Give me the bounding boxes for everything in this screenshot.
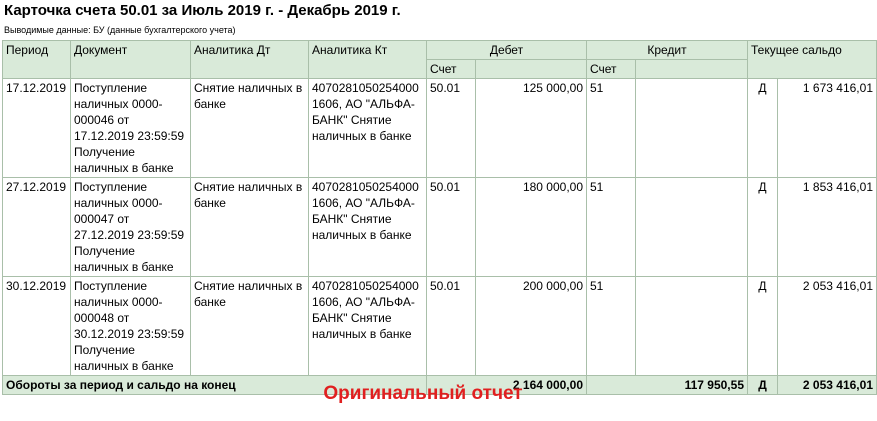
- cell-period: 27.12.2019: [3, 178, 71, 277]
- totals-balance-type: Д: [748, 376, 778, 395]
- report-title: Карточка счета 50.01 за Июль 2019 г. - Декабрь 2019 г.: [4, 2, 401, 19]
- cell-analytics-kt: 40702810502540001606, АО "АЛЬФА-БАНК" Снятие наличных в банке: [309, 79, 427, 178]
- account-card-table: [2, 40, 877, 395]
- cell-document[interactable]: Поступление наличных 0000-000048 от 30.12.2019 23:59:59 Получение наличных в банке: [71, 277, 191, 376]
- cell-analytics-dt: Снятие наличных в банке: [191, 79, 309, 178]
- totals-debit-amount: 2 164 000,00: [427, 376, 587, 395]
- cell-debit-amount: 180 000,00: [476, 178, 587, 277]
- cell-balance-amount: 1 673 416,01: [778, 79, 877, 178]
- cell-period: 17.12.2019: [3, 79, 71, 178]
- cell-credit-account: 51: [587, 79, 636, 178]
- cell-debit-amount: 125 000,00: [476, 79, 587, 178]
- table-row: [3, 178, 877, 277]
- header-period: Период: [3, 41, 71, 79]
- totals-balance-amount: 2 053 416,01: [778, 376, 877, 395]
- header-credit-account: Счет: [587, 60, 636, 79]
- cell-period: 30.12.2019: [3, 277, 71, 376]
- header-analytics-dt: Аналитика Дт: [191, 41, 309, 79]
- cell-credit-account: 51: [587, 277, 636, 376]
- report-caption: Оригинальный отчет: [323, 383, 523, 404]
- header-analytics-kt: Аналитика Кт: [309, 41, 427, 79]
- table-row: [3, 79, 877, 178]
- totals-label: Обороты за период и сальдо на конец: [3, 376, 427, 395]
- cell-debit-account: 50.01: [427, 79, 476, 178]
- cell-credit-account: 51: [587, 178, 636, 277]
- header-row-top: [3, 41, 877, 60]
- header-balance: Текущее сальдо: [748, 41, 877, 79]
- cell-credit-amount: [636, 178, 748, 277]
- cell-debit-account: 50.01: [427, 178, 476, 277]
- header-document: Документ: [71, 41, 191, 79]
- cell-balance-type: Д: [748, 79, 778, 178]
- cell-analytics-dt: Снятие наличных в банке: [191, 178, 309, 277]
- cell-balance-type: Д: [748, 277, 778, 376]
- cell-balance-amount: 1 853 416,01: [778, 178, 877, 277]
- header-debit: Дебет: [427, 41, 587, 60]
- cell-analytics-kt: 40702810502540001606, АО "АЛЬФА-БАНК" Снятие наличных в банке: [309, 277, 427, 376]
- cell-document[interactable]: Поступление наличных 0000-000046 от 17.12.2019 23:59:59 Получение наличных в банке: [71, 79, 191, 178]
- cell-analytics-dt: Снятие наличных в банке: [191, 277, 309, 376]
- cell-debit-account: 50.01: [427, 277, 476, 376]
- cell-balance-type: Д: [748, 178, 778, 277]
- header-debit-account: Счет: [427, 60, 476, 79]
- cell-debit-amount: 200 000,00: [476, 277, 587, 376]
- totals-credit-amount: 117 950,55: [587, 376, 748, 395]
- header-credit-amount: [636, 60, 748, 79]
- table-row: [3, 277, 877, 376]
- report-params: Выводимые данные: БУ (данные бухгалтерского учета): [4, 25, 236, 35]
- cell-analytics-kt: 40702810502540001606, АО "АЛЬФА-БАНК" Снятие наличных в банке: [309, 178, 427, 277]
- cell-credit-amount: [636, 277, 748, 376]
- cell-balance-amount: 2 053 416,01: [778, 277, 877, 376]
- header-credit: Кредит: [587, 41, 748, 60]
- header-debit-amount: [476, 60, 587, 79]
- cell-document[interactable]: Поступление наличных 0000-000047 от 27.12.2019 23:59:59 Получение наличных в банке: [71, 178, 191, 277]
- cell-credit-amount: [636, 79, 748, 178]
